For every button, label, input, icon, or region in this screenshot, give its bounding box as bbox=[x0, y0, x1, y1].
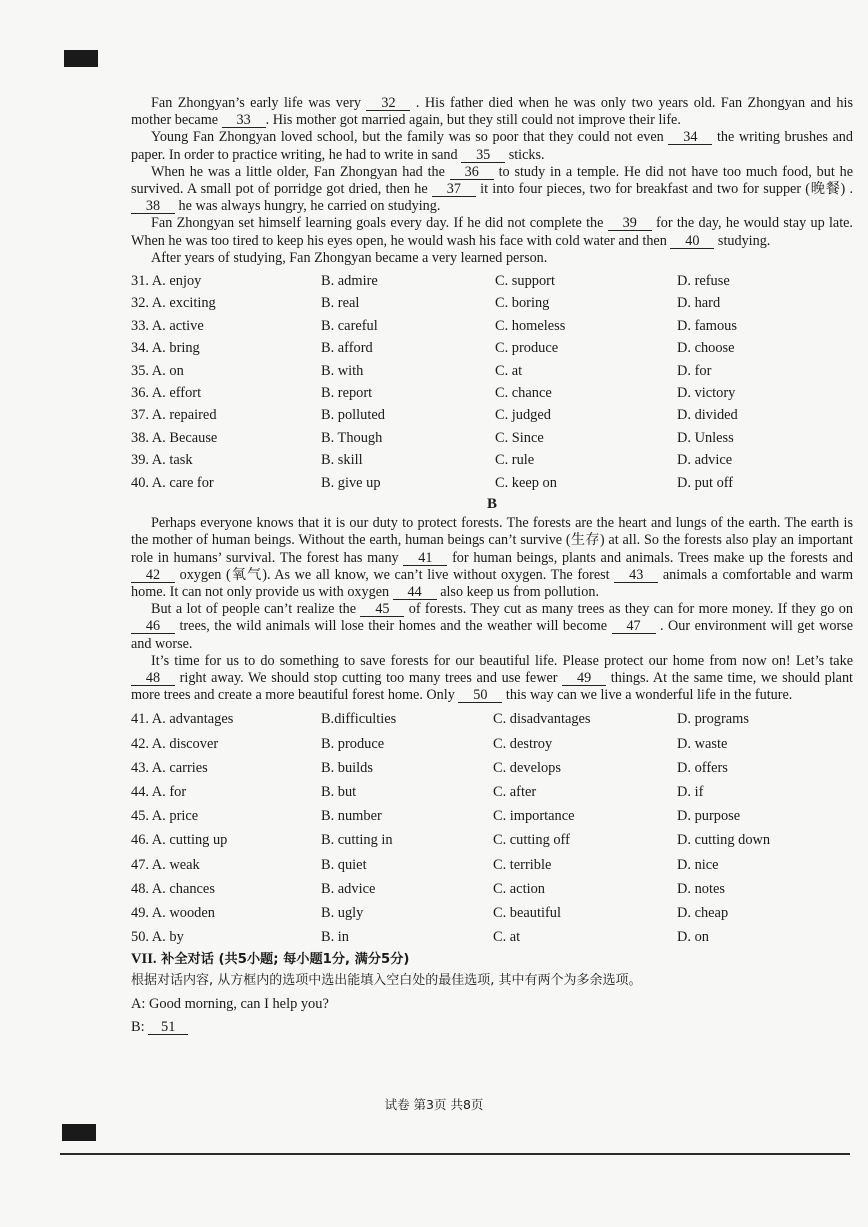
option-choice: D. Unless bbox=[677, 429, 734, 446]
option-choice: C. boring bbox=[495, 295, 550, 312]
option-choice: B. quiet bbox=[321, 856, 367, 873]
option-row bbox=[131, 877, 853, 901]
option-row bbox=[131, 360, 853, 382]
option-choice: D. cutting down bbox=[677, 832, 771, 849]
option-number-a: 44. A. for bbox=[131, 783, 187, 800]
paragraph-text: . Our environment will get worse and worse. bbox=[131, 618, 853, 652]
paragraph-text: oxygen (氧气). As we all know, we can’t live without oxygen. The forest bbox=[175, 566, 615, 583]
option-row bbox=[131, 270, 853, 292]
options-b bbox=[131, 707, 853, 949]
paragraph-text: it into four pieces, two for breakfast and two for supper (晚餐) . bbox=[475, 181, 854, 198]
dialog-line-b bbox=[131, 1019, 853, 1036]
option-row bbox=[131, 292, 853, 314]
option-number-a: 38. A. Because bbox=[131, 429, 218, 446]
paragraph bbox=[131, 653, 853, 705]
section-7-title: 补全对话 (共5小题; 每小题1分, 满分5分) bbox=[161, 952, 410, 968]
option-row bbox=[131, 732, 853, 756]
page-content bbox=[131, 95, 853, 1036]
option-choice: D. programs bbox=[677, 711, 749, 728]
option-choice: C. at bbox=[493, 929, 521, 946]
option-choice: C. develops bbox=[493, 759, 561, 776]
answer-blank: 42 bbox=[131, 568, 175, 583]
paragraph bbox=[131, 215, 853, 249]
option-number-a: 41. A. advantages bbox=[131, 711, 234, 728]
answer-blank: 39 bbox=[608, 216, 652, 231]
paragraph bbox=[131, 601, 853, 653]
option-row bbox=[131, 901, 853, 925]
paragraph-text: But a lot of people can’t realize the bbox=[151, 601, 361, 618]
paragraph bbox=[131, 250, 853, 267]
option-choice: C. action bbox=[493, 880, 545, 897]
option-number-a: 48. A. chances bbox=[131, 880, 215, 897]
paragraph-text: sticks. bbox=[505, 146, 545, 163]
option-choice: B. produce bbox=[321, 735, 385, 752]
answer-blank: 41 bbox=[403, 551, 447, 566]
option-number-a: 43. A. carries bbox=[131, 759, 208, 776]
answer-blank: 48 bbox=[131, 671, 175, 686]
option-choice: C. at bbox=[495, 362, 523, 379]
option-choice: B. skill bbox=[321, 452, 363, 469]
option-choice: D. notes bbox=[677, 880, 725, 897]
paragraph bbox=[131, 515, 853, 601]
options-a bbox=[131, 270, 853, 494]
option-number-a: 33. A. active bbox=[131, 317, 204, 334]
option-choice: C. homeless bbox=[495, 317, 566, 334]
paragraph bbox=[131, 164, 853, 216]
option-choice: D. if bbox=[677, 783, 704, 800]
option-row bbox=[131, 315, 853, 337]
paragraph-text: to study in a temple. He did not have too much food, but he survived. A small pot of porridge got dried, then he bbox=[131, 163, 853, 198]
passage-a bbox=[131, 95, 853, 267]
paragraph-text: he was always hungry, he carried on studying. bbox=[175, 198, 441, 215]
paragraph-text: After years of studying, Fan Zhongyan became a very learned person. bbox=[151, 249, 548, 266]
option-choice: C. keep on bbox=[495, 474, 557, 491]
section-7-instruction: 根据对话内容, 从方框内的选项中选出能填入空白处的最佳选项, 其中有两个为多余选项。 bbox=[131, 973, 642, 989]
answer-blank: 32 bbox=[366, 96, 410, 111]
option-number-a: 49. A. wooden bbox=[131, 904, 215, 921]
option-row bbox=[131, 404, 853, 426]
option-choice: D. put off bbox=[677, 474, 734, 491]
option-number-a: 47. A. weak bbox=[131, 856, 200, 873]
option-choice: C. chance bbox=[495, 384, 552, 401]
paragraph bbox=[131, 129, 853, 163]
paragraph-text: trees, the wild animals will lose their homes and the weather will become bbox=[175, 618, 612, 635]
answer-blank: 43 bbox=[614, 568, 658, 583]
option-number-a: 39. A. task bbox=[131, 452, 193, 469]
answer-blank: 49 bbox=[562, 671, 606, 686]
paragraph-text: of forests. They cut as many trees as they can for more money. If they go on bbox=[404, 601, 853, 618]
option-row bbox=[131, 472, 853, 494]
option-choice: C. rule bbox=[495, 452, 535, 469]
answer-blank-51: 51 bbox=[148, 1020, 188, 1035]
option-choice: C. produce bbox=[495, 340, 559, 357]
option-choice: B. but bbox=[321, 783, 357, 800]
option-choice: D. for bbox=[677, 362, 712, 379]
option-number-a: 35. A. on bbox=[131, 362, 184, 379]
option-choice: B. careful bbox=[321, 317, 378, 334]
option-choice: D. famous bbox=[677, 317, 737, 334]
paragraph-text: When he was a little older, Fan Zhongyan had the bbox=[151, 163, 450, 180]
paragraph-text: Young Fan Zhongyan loved school, but the family was so poor that they could not even bbox=[151, 129, 669, 146]
option-choice: D. choose bbox=[677, 340, 735, 357]
option-choice: C. destroy bbox=[493, 735, 553, 752]
option-choice: B. ugly bbox=[321, 904, 364, 921]
option-row bbox=[131, 804, 853, 828]
passage-b bbox=[131, 515, 853, 704]
option-choice: C. judged bbox=[495, 407, 551, 424]
option-choice: D. offers bbox=[677, 759, 728, 776]
paragraph-text: animals a comfortable and warm home. It can not only provide us with oxygen bbox=[131, 566, 853, 600]
answer-blank: 34 bbox=[668, 130, 712, 145]
option-choice: D. purpose bbox=[677, 808, 741, 825]
option-row bbox=[131, 828, 853, 852]
section-7-heading bbox=[131, 951, 853, 968]
option-choice: C. support bbox=[495, 273, 555, 290]
option-choice: B. afford bbox=[321, 340, 373, 357]
option-choice: D. divided bbox=[677, 407, 738, 424]
paragraph-text: things. At the same time, we should plant more trees and create a more beautiful forest home. Only bbox=[131, 669, 853, 704]
option-number-a: 36. A. effort bbox=[131, 384, 202, 401]
answer-blank: 38 bbox=[131, 199, 175, 214]
answer-blank: 37 bbox=[432, 182, 476, 197]
section-b-title: B bbox=[486, 495, 497, 512]
option-choice: D. nice bbox=[677, 856, 719, 873]
option-choice: D. victory bbox=[677, 384, 736, 401]
option-number-a: 50. A. by bbox=[131, 929, 184, 946]
option-choice: B. advice bbox=[321, 880, 376, 897]
paragraph-text: right away. We should stop cutting too many trees and use fewer bbox=[175, 669, 563, 686]
option-number-a: 31. A. enjoy bbox=[131, 273, 202, 290]
option-row bbox=[131, 707, 853, 731]
option-number-a: 46. A. cutting up bbox=[131, 832, 228, 849]
dialog-line-b-prefix: B: bbox=[131, 1018, 149, 1035]
paragraph-text: also keep us from pollution. bbox=[436, 583, 599, 600]
answer-blank: 47 bbox=[612, 619, 656, 634]
option-choice: B. cutting in bbox=[321, 832, 393, 849]
option-row bbox=[131, 853, 853, 877]
option-row bbox=[131, 427, 853, 449]
option-choice: B. report bbox=[321, 384, 373, 401]
answer-blank: 44 bbox=[393, 585, 437, 600]
paragraph-text: Fan Zhongyan set himself learning goals every day. If he did not complete the bbox=[151, 215, 608, 232]
option-choice: D. on bbox=[677, 929, 709, 946]
option-row bbox=[131, 780, 853, 804]
option-row bbox=[131, 337, 853, 359]
paragraph-text: Fan Zhongyan’s early life was very bbox=[151, 95, 367, 111]
option-choice: B. polluted bbox=[321, 407, 385, 424]
option-choice: B. with bbox=[321, 362, 364, 379]
registration-mark-top bbox=[64, 50, 98, 67]
option-choice: D. cheap bbox=[677, 904, 729, 921]
option-number-a: 45. A. price bbox=[131, 808, 199, 825]
paragraph-text: for the day, he would stay up late. When he was too tired to keep his eyes open, he would wash his face with cold water and then bbox=[131, 215, 853, 249]
option-number-a: 32. A. exciting bbox=[131, 295, 216, 312]
answer-blank: 40 bbox=[670, 234, 714, 249]
option-choice: B. admire bbox=[321, 273, 378, 290]
paragraph-text: It’s time for us to do something to save forests for our beautiful life. Please protect our home from now on! Let’s take bbox=[151, 652, 853, 669]
option-choice: C. disadvantages bbox=[493, 711, 591, 728]
bottom-rule bbox=[60, 1153, 850, 1155]
option-choice: D. refuse bbox=[677, 273, 730, 290]
option-choice: C. importance bbox=[493, 808, 575, 825]
answer-blank: 46 bbox=[131, 619, 175, 634]
option-choice: B. builds bbox=[321, 759, 373, 776]
paragraph-text: studying. bbox=[714, 232, 771, 249]
paragraph-text: this way can we live a wonderful life in the future. bbox=[502, 687, 793, 704]
dialog-line-a: A: Good morning, can I help you? bbox=[131, 995, 329, 1012]
paragraph-text: . His mother got married again, but they still could not improve their life. bbox=[265, 112, 681, 129]
page-footer: 试卷 第3页 共8页 bbox=[384, 1097, 484, 1112]
paragraph-text: Perhaps everyone knows that it is our duty to protect forests. The forests are the heart and lungs of the earth. The earth is the mother of human beings. Without the earth, human beings can’t survive (生存) at all. So the forests also play an important role in humans’ survival. The forest has many bbox=[131, 515, 853, 566]
option-row bbox=[131, 449, 853, 471]
answer-blank: 50 bbox=[458, 688, 502, 703]
option-choice: B. Though bbox=[321, 429, 383, 446]
option-choice: B. in bbox=[321, 929, 349, 946]
section-7-number: VII. bbox=[131, 951, 157, 968]
answer-blank: 35 bbox=[461, 148, 505, 163]
option-choice: D. advice bbox=[677, 452, 733, 469]
answer-blank: 45 bbox=[360, 602, 404, 617]
paragraph-text: for human beings, plants and animals. Trees make up the forests and bbox=[447, 549, 853, 566]
paragraph-text: the writing brushes and paper. In order to practice writing, he had to write in sand bbox=[131, 129, 853, 163]
option-choice: D. waste bbox=[677, 735, 728, 752]
option-number-a: 34. A. bring bbox=[131, 340, 200, 357]
option-choice: D. hard bbox=[677, 295, 721, 312]
option-choice: C. terrible bbox=[493, 856, 552, 873]
option-row bbox=[131, 925, 853, 949]
paragraph bbox=[131, 95, 853, 129]
option-choice: B. real bbox=[321, 295, 360, 312]
option-choice: C. cutting off bbox=[493, 832, 570, 849]
option-choice: C. Since bbox=[495, 429, 544, 446]
answer-blank: 33 bbox=[222, 113, 266, 128]
paragraph-text: . His father died when he was only two years old. Fan Zhongyan and his mother became bbox=[131, 95, 853, 129]
option-choice: C. beautiful bbox=[493, 904, 561, 921]
option-choice: B. number bbox=[321, 808, 382, 825]
option-number-a: 42. A. discover bbox=[131, 735, 219, 752]
registration-mark-bottom bbox=[62, 1124, 96, 1141]
answer-blank: 36 bbox=[450, 165, 494, 180]
option-row bbox=[131, 756, 853, 780]
option-choice: B. give up bbox=[321, 474, 381, 491]
option-number-a: 40. A. care for bbox=[131, 474, 214, 491]
option-choice: C. after bbox=[493, 783, 537, 800]
option-choice: B.difficulties bbox=[321, 711, 397, 728]
option-number-a: 37. A. repaired bbox=[131, 407, 217, 424]
option-row bbox=[131, 382, 853, 404]
